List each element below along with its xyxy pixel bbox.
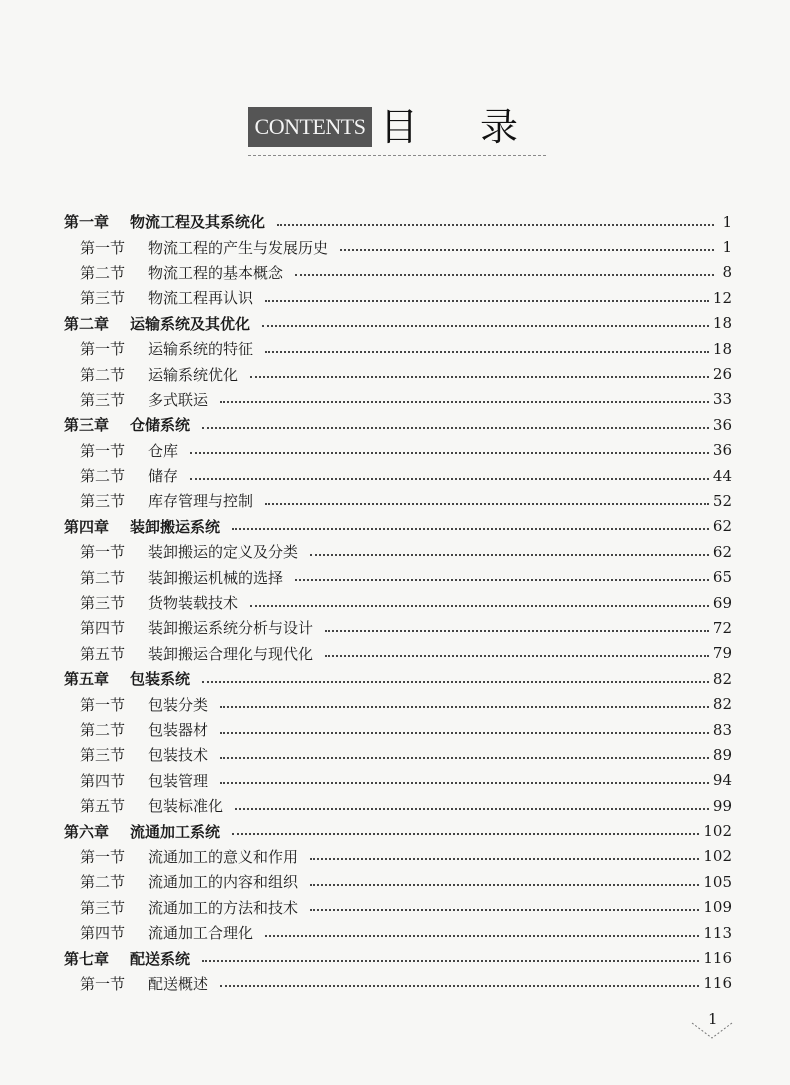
toc-entry-title: 包装器材 (148, 721, 209, 739)
toc-leader-dots (220, 985, 699, 987)
toc-page-number: 69 (712, 593, 732, 612)
toc-section-row[interactable] (64, 438, 732, 463)
toc-entry-title: 流通加工合理化 (148, 924, 254, 943)
toc-entry-number: 第一章 (64, 213, 110, 232)
toc-entry-title: 物流工程再认识 (148, 289, 254, 308)
toc-leader-dots (250, 376, 709, 378)
toc-entry-number: 第一节 (80, 340, 126, 359)
toc-leader-dots (220, 732, 709, 734)
toc-entry-number: 第六章 (64, 822, 110, 841)
toc-page-number: 12 (712, 288, 732, 307)
toc-entry-number: 第二章 (64, 314, 110, 333)
toc-leader-dots (220, 757, 709, 759)
toc-chapter-row[interactable] (64, 818, 732, 843)
toc-entry-number: 第三节 (80, 289, 126, 308)
page-number-ornament-icon (690, 1021, 734, 1041)
toc-page-number: 109 (703, 898, 732, 917)
toc-entry-number: 第一节 (80, 441, 126, 460)
toc-chapter-row[interactable] (64, 209, 732, 234)
toc-section-row[interactable] (64, 336, 732, 361)
toc-leader-dots (310, 858, 699, 860)
toc-leader-dots (310, 554, 709, 556)
toc-page-number: 1 (722, 238, 732, 257)
toc-page-number: 18 (712, 339, 732, 358)
toc-leader-dots (220, 706, 709, 708)
toc-entry-title: 仓库 (148, 441, 179, 460)
toc-section-row[interactable] (64, 717, 732, 742)
toc-leader-dots (340, 249, 714, 251)
toc-entry-title: 装卸搬运系统分析与设计 (148, 619, 314, 638)
toc-page-number: 102 (703, 822, 732, 841)
toc-leader-dots (295, 274, 714, 276)
toc-page-number: 113 (703, 923, 732, 942)
toc-leader-dots (220, 401, 709, 403)
toc-page-number: 62 (712, 517, 732, 536)
toc-entry-number: 第五节 (80, 644, 126, 663)
toc-page-number: 65 (712, 568, 732, 587)
contents-header (248, 104, 581, 164)
toc-entry-title: 储存 (148, 467, 179, 486)
toc-entry-number: 第二节 (80, 467, 126, 486)
toc-entry-number: 第三节 (80, 594, 126, 613)
toc-page-number: 105 (703, 872, 732, 891)
toc-entry-number: 第四节 (80, 924, 126, 943)
toc-entry-number: 第二节 (80, 873, 126, 892)
toc-entry-title: 仓储系统 (130, 416, 191, 435)
toc-entry-title: 运输系统及其优化 (130, 314, 251, 333)
toc-entry-title: 装卸搬运的定义及分类 (148, 543, 299, 562)
toc-page-number: 72 (712, 618, 732, 637)
toc-page-number: 82 (712, 669, 732, 688)
toc-leader-dots (310, 909, 699, 911)
toc-page-number: 52 (712, 491, 732, 510)
toc-leader-dots (265, 935, 699, 937)
toc-page-number: 94 (712, 771, 732, 790)
toc-page-number: 1 (722, 212, 732, 231)
toc-leader-dots (310, 884, 699, 886)
toc-entry-number: 第四节 (80, 771, 126, 790)
toc-entry-title: 流通加工的内容和组织 (148, 873, 299, 892)
toc-leader-dots (235, 808, 709, 810)
toc-leader-dots (202, 427, 709, 429)
toc-entry-title: 物流工程的产生与发展历史 (148, 238, 329, 257)
toc-page-number: 44 (712, 466, 732, 485)
toc-chapter-row[interactable] (64, 412, 732, 437)
toc-page-number: 36 (712, 441, 732, 460)
toc-section-row[interactable] (64, 488, 732, 513)
toc-leader-dots (295, 579, 709, 581)
toc-section-row[interactable] (64, 920, 732, 945)
toc-entry-number: 第三节 (80, 898, 126, 917)
toc-page-number: 116 (703, 949, 732, 968)
toc-page-number: 8 (722, 263, 732, 282)
toc-entry-title: 库存管理与控制 (148, 492, 254, 511)
toc-page-number: 99 (712, 796, 732, 815)
contents-label-box (248, 107, 372, 147)
toc-entry-title: 包装分类 (148, 695, 209, 714)
toc-entry-number: 第一节 (80, 695, 126, 714)
toc-entry-title: 流通加工的意义和作用 (148, 847, 299, 866)
toc-leader-dots (220, 782, 709, 784)
toc-chapter-row[interactable] (64, 311, 732, 336)
toc-entry-title: 包装标准化 (148, 797, 224, 816)
toc-entry-number: 第一节 (80, 238, 126, 257)
toc-leader-dots (265, 351, 709, 353)
toc-entry-title: 物流工程的基本概念 (148, 263, 284, 282)
toc-page-number: 82 (712, 695, 732, 714)
toc-entry-title: 流通加工的方法和技术 (148, 898, 299, 917)
toc-entry-number: 第四节 (80, 619, 126, 638)
toc-leader-dots (277, 224, 714, 226)
toc-page-number: 36 (712, 415, 732, 434)
toc-leader-dots (265, 503, 709, 505)
toc-entry-title: 运输系统优化 (148, 365, 239, 384)
toc-entry-title: 装卸搬运机械的选择 (148, 568, 284, 587)
toc-entry-number: 第一节 (80, 543, 126, 562)
toc-section-row[interactable] (64, 742, 732, 767)
toc-chapter-row[interactable] (64, 514, 732, 539)
toc-section-row[interactable] (64, 768, 732, 793)
header-divider (248, 155, 546, 156)
toc-entry-title: 配送系统 (130, 949, 191, 968)
toc-section-row[interactable] (64, 641, 732, 666)
toc-entry-title: 装卸搬运合理化与现代化 (148, 644, 314, 663)
toc-page-number: 18 (712, 314, 732, 333)
page-number: 1 (708, 1010, 718, 1028)
toc-section-row[interactable] (64, 869, 732, 894)
toc-entry-title: 运输系统的特征 (148, 340, 254, 359)
toc-entry-title: 多式联运 (148, 390, 209, 409)
toc-entry-number: 第二节 (80, 263, 126, 282)
toc-page-number: 102 (703, 847, 732, 866)
toc-entry-number: 第二节 (80, 365, 126, 384)
toc-entry-number: 第一节 (80, 847, 126, 866)
toc-page-number: 62 (712, 542, 732, 561)
toc-entry-number: 第三节 (80, 492, 126, 511)
toc-section-row[interactable] (64, 615, 732, 640)
toc-leader-dots (325, 655, 709, 657)
toc-leader-dots (250, 605, 709, 607)
toc-section-row[interactable] (64, 590, 732, 615)
toc-leader-dots (202, 681, 709, 683)
toc-entry-number: 第二节 (80, 568, 126, 587)
toc-section-row[interactable] (64, 539, 732, 564)
toc-section-row[interactable] (64, 463, 732, 488)
toc-entry-number: 第二节 (80, 721, 126, 739)
toc-leader-dots (190, 452, 709, 454)
toc-leader-dots (190, 478, 709, 480)
toc-leader-dots (202, 960, 699, 962)
contents-label: CONTENTS (254, 114, 366, 139)
toc-section-row[interactable] (64, 971, 732, 996)
toc-section-row[interactable] (64, 260, 732, 285)
toc-entry-number: 第一节 (80, 974, 126, 993)
toc-page-number: 33 (712, 390, 732, 409)
toc-entry-number: 第三节 (80, 390, 126, 409)
toc-entry-number: 第五章 (64, 670, 110, 689)
toc-entry-number: 第五节 (80, 797, 126, 816)
toc-leader-dots (232, 528, 709, 530)
toc-chapter-row[interactable] (64, 945, 732, 970)
toc-entry-number: 第三节 (80, 746, 126, 765)
toc-entry-number: 第三章 (64, 416, 110, 435)
toc-leader-dots (232, 833, 699, 835)
toc-section-row[interactable] (64, 234, 732, 259)
toc-entry-title: 包装技术 (148, 746, 209, 765)
toc-entry-title: 包装管理 (148, 771, 209, 790)
toc-section-row[interactable] (64, 691, 732, 716)
page-title: 目录 (380, 105, 581, 149)
toc-section-row[interactable] (64, 285, 732, 310)
toc-section-row[interactable] (64, 564, 732, 589)
toc-entry-number: 第四章 (64, 517, 110, 536)
toc-leader-dots (262, 325, 709, 327)
toc-section-row[interactable] (64, 361, 732, 386)
toc-leader-dots (265, 300, 709, 302)
toc-entry-title: 配送概述 (148, 974, 209, 993)
toc-page-number: 89 (712, 745, 732, 764)
toc-page-number: 26 (712, 365, 732, 384)
toc-entry-title: 装卸搬运系统 (130, 517, 221, 536)
toc-page-number: 116 (703, 974, 732, 993)
toc-entry-number: 第七章 (64, 949, 110, 968)
toc-entry-title: 流通加工系统 (130, 822, 221, 841)
toc-entry-title: 货物装载技术 (148, 594, 239, 613)
table-of-contents (64, 209, 732, 996)
toc-chapter-row[interactable] (64, 666, 732, 691)
toc-page-number: 83 (712, 720, 732, 739)
toc-entry-title: 物流工程及其系统化 (130, 213, 266, 232)
toc-section-row[interactable] (64, 387, 732, 412)
toc-page-number: 79 (712, 644, 732, 663)
toc-entry-title: 包装系统 (130, 670, 191, 689)
toc-section-row[interactable] (64, 793, 732, 818)
toc-section-row[interactable] (64, 844, 732, 869)
toc-section-row[interactable] (64, 895, 732, 920)
toc-leader-dots (325, 630, 709, 632)
